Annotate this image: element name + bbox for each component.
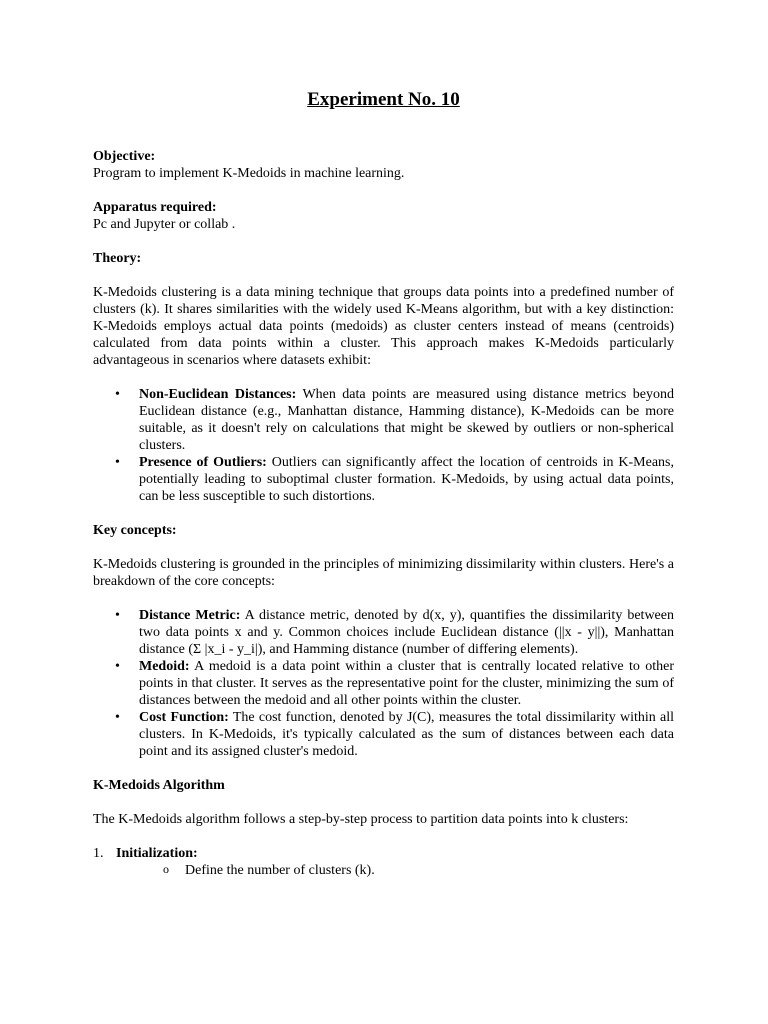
algorithm-heading: K-Medoids Algorithm (93, 778, 225, 793)
bullet-text: When data points are measured using distance metrics beyond Euclidean distance (e.g., Manhattan distance, Hamming distance), K-Medoids can be more suitable, as it doesn't rely on calculations that might be skewed by outliers or non-spherical clusters. (139, 387, 674, 453)
bullet-text: The cost function, denoted by J(C), measures the total dissimilarity within all clusters. In K-Medoids, it's typically calculated as the sum of distances between each data point and its assigned cluster's medoid. (139, 710, 674, 759)
key-concepts-paragraph: K-Medoids clustering is grounded in the principles of minimizing dissimilarity within clusters. Here's a breakdown of the core concepts: (93, 557, 674, 589)
theory-bullet-list (93, 386, 674, 505)
page-title: Experiment No. 10 (307, 89, 460, 110)
list-item (93, 607, 674, 658)
document-body (93, 88, 674, 879)
list-item (93, 845, 674, 879)
bullet-term: Cost Function: (139, 710, 229, 725)
algorithm-steps (93, 845, 674, 879)
objective-text: Program to implement K-Medoids in machine learning. (93, 166, 405, 181)
theory-paragraph: K-Medoids clustering is a data mining technique that groups data points into a predefined number of clusters (k). It shares similarities with the widely used K-Means algorithm, but with a key distinction: K-Medoids employs actual data points (medoids) as cluster centers instead of means (centroids) calculated from data points within a cluster. This approach makes K-Medoids particularly advantageous in scenarios where datasets exhibit: (93, 285, 674, 368)
bullet-term: Medoid: (139, 659, 190, 674)
apparatus-text: Pc and Jupyter or collab . (93, 217, 236, 232)
list-item (93, 386, 674, 454)
list-item (93, 454, 674, 505)
objective-heading: Objective: (93, 149, 156, 164)
bullet-text: A medoid is a data point within a cluster that is centrally located relative to other points in that cluster. It serves as the representative point for the cluster, minimizing the sum of distances between the medoid and all other points within the cluster. (139, 659, 674, 708)
theory-heading: Theory: (93, 251, 142, 266)
key-concepts-bullet-list (93, 607, 674, 760)
bullet-text: A distance metric, denoted by d(x, y), quantifies the dissimilarity between two data points x and y. Common choices include Euclidean distance (||x - y||), Manhattan distance (Σ |x_i - y_i|), and Hamming distance (number of differing elements). (139, 608, 674, 657)
apparatus-heading: Apparatus required: (93, 200, 217, 215)
list-item (93, 658, 674, 709)
bullet-text: Outliers can significantly affect the location of centroids in K-Means, potentially leading to suboptimal cluster formation. K-Medoids, by using actual data points, can be less susceptible to such distortions. (139, 455, 674, 504)
bullet-term: Presence of Outliers: (139, 455, 267, 470)
bullet-term: Distance Metric: (139, 608, 241, 623)
step-number: 1. (93, 846, 104, 861)
list-item: o Define the number of clusters (k). (116, 862, 674, 879)
step-label: Initialization: (116, 846, 198, 861)
step-subitems (116, 862, 674, 879)
algorithm-paragraph: The K-Medoids algorithm follows a step-by-step process to partition data points into k clusters: (93, 812, 629, 827)
list-item (93, 709, 674, 760)
key-concepts-heading: Key concepts: (93, 523, 177, 538)
bullet-term: Non-Euclidean Distances: (139, 387, 297, 402)
